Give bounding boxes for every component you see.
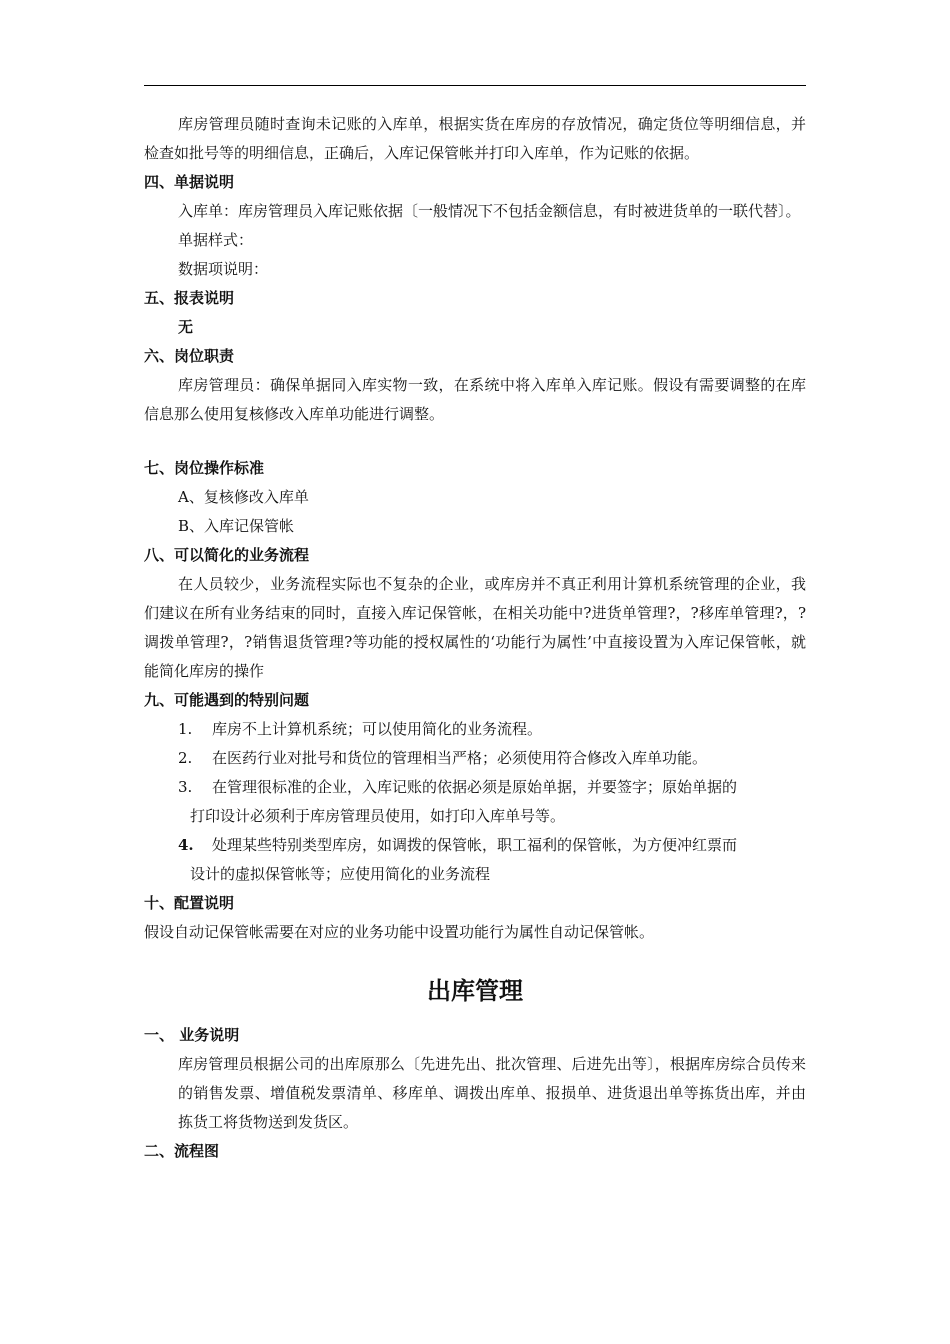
document-body [144,110,806,1166]
section-5-paragraph: 无 [178,318,194,336]
section-6-paragraph: 库房管理员：确保单据同入库实物一致，在系统中将入库单入库记账。假设有需要调整的在库信息那么使用复核修改入库单功能进行调整。 [144,376,806,423]
section-7-heading: 七、岗位操作标准 [144,459,265,477]
section-9-item-3: 3. 在管理很标准的企业，入库记账的依据必须是原始单据，并要签字；原始单据的 [178,778,738,796]
section-9-item-4-cont: 设计的虚拟保管帐等；应使用简化的业务流程 [190,865,491,883]
section-6-heading: 六、岗位职责 [144,347,235,365]
section-4-paragraph-2: 单据样式： [178,231,254,249]
section-4-heading: 四、单据说明 [144,173,235,191]
section-8-heading: 八、可以简化的业务流程 [144,546,310,564]
section-10-paragraph: 假设自动记保管帐需要在对应的业务功能中设置功能行为属性自动记保管帐。 [144,923,655,941]
intro-paragraph: 库房管理员随时查询未记账的入库单，根据实货在库房的存放情况，确定货位等明细信息，并检查如批号等的明细信息，正确后，入库记保管帐并打印入库单，作为记账的依据。 [144,115,806,162]
section-8-paragraph: 在人员较少，业务流程实际也不复杂的企业，或库房并不真正利用计算机系统管理的企业，我们建议在所有业务结束的同时，直接入库记保管帐，在相关功能中?进货单管理?，?移库单管理?，?调拨单管理?，?销售退货管理?等功能的授权属性的‘功能行为属性’中直接设置为入库记保管帐，就能简化库房的操作 [144,575,806,680]
section-9-item-3-cont: 打印设计必须利于库房管理员使用，如打印入库单号等。 [190,807,566,825]
outbound-section-2-heading: 二、流程图 [144,1142,220,1160]
outbound-section-1-paragraph: 库房管理员根据公司的出库原那么〔先进先出、批次管理、后进先出等〕，根据库房综合员传来的销售发票、增值税发票清单、移库单、调拨出库单、报损单、进货退出单等拣货出库，并由拣货工将货物送到发货区。 [178,1055,806,1131]
section-10-heading: 十、配置说明 [144,894,235,912]
header-rule [144,85,806,86]
section-4-paragraph-1: 入库单：库房管理员入库记账依据〔一般情况下不包括金额信息，有时被进货单的一联代替〕。 [178,202,801,220]
section-7-item-a: A、复核修改入库单 [178,488,309,506]
section-4-paragraph-3: 数据项说明： [178,260,269,278]
outbound-title: 出库管理 [427,977,523,1005]
section-9-item-4: 4. 处理某些特别类型库房，如调拨的保管帐，职工福利的保管帐，为方便冲红票而 [178,836,738,854]
section-7-item-b: B、入库记保管帐 [178,517,295,535]
section-9-item-2: 2. 在医药行业对批号和货位的管理相当严格；必须使用符合修改入库单功能。 [178,749,708,767]
outbound-section-1-heading: 一、 业务说明 [144,1026,240,1044]
section-9-item-1: 1. 库房不上计算机系统；可以使用简化的业务流程。 [178,720,543,738]
section-9-heading: 九、可能遇到的特别问题 [144,691,310,709]
section-5-heading: 五、报表说明 [144,289,235,307]
